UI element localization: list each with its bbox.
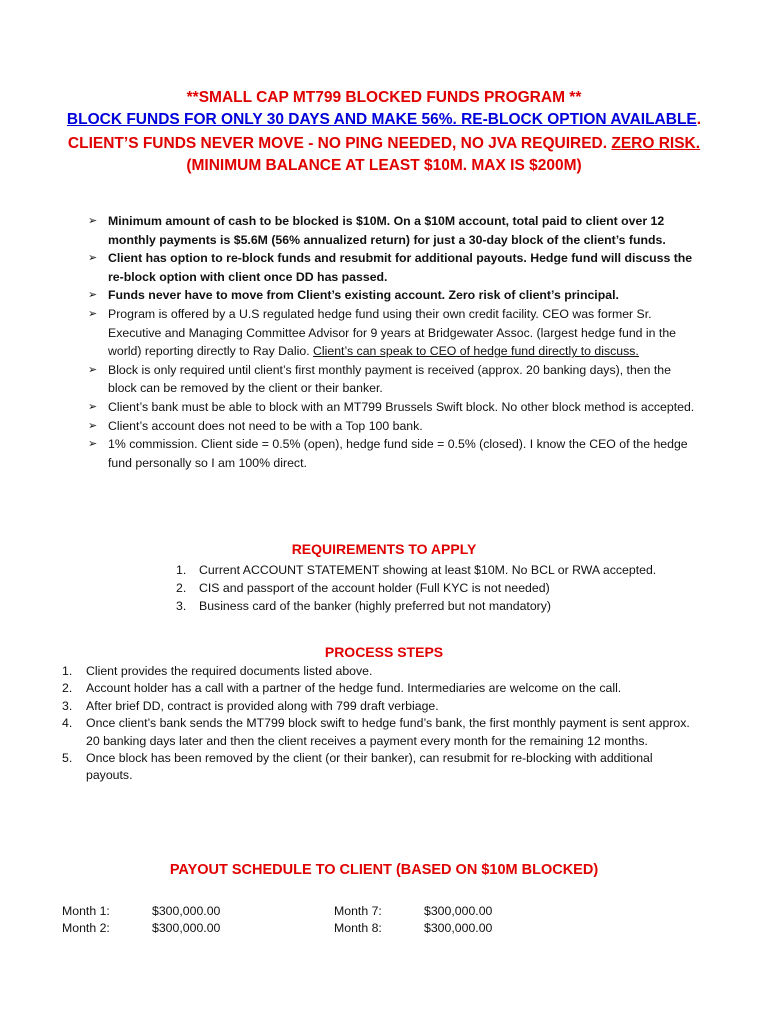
- payout-amount: $300,000.00: [424, 921, 493, 935]
- bullet-text: 1% commission. Client side = 0.5% (open), hedge fund side = 0.5% (closed). I know the CEO of the hedge fund personally so I am 100% direct.: [108, 437, 688, 470]
- headline-zero-risk: ZERO RISK.: [611, 135, 701, 152]
- bullet-item: [88, 361, 700, 398]
- bullet-underlined-text: Client’s can speak to CEO of hedge fund directly to discuss.: [313, 344, 639, 359]
- headline-funds-text: CLIENT’S FUNDS NEVER MOVE - NO PING NEEDED, NO JVA REQUIRED.: [67, 135, 612, 152]
- program-bullet-list: [88, 212, 700, 472]
- payout-row: [62, 903, 220, 920]
- process-heading: PROCESS STEPS: [324, 644, 444, 660]
- process-step-text: Once client’s bank sends the MT799 block swift to hedge fund’s bank, the first monthly payment is sent approx. 20 banking days later and then the client receives a payment every month for the remaining 12 months.: [86, 716, 690, 748]
- bullet-item: [88, 212, 700, 249]
- headline-block-funds: [0, 108, 768, 132]
- payout-row: [334, 920, 492, 937]
- process-step-text: Account holder has a call with a partner of the hedge fund. Intermediaries are welcome on the call.: [86, 681, 622, 696]
- process-step: [62, 663, 698, 680]
- requirement-text: Current ACCOUNT STATEMENT showing at least $10M. No BCL or RWA accepted.: [199, 563, 657, 577]
- bullet-text: Funds never have to move from Client’s existing account. Zero risk of client’s principal.: [108, 288, 619, 303]
- bullet-text: Program is offered by a U.S regulated hedge fund using their own credit facility. CEO was former Sr. Executive and Managing Committee Advisor for 9 years at Bridgewater Assoc. (largest hedge fund in the world) reporting directly to Ray Dalio.: [108, 306, 677, 359]
- arrow-bullet-icon: ➢: [88, 307, 98, 320]
- bullet-text: Client’s bank must be able to block with an MT799 Brussels Swift block. No other block method is accepted.: [108, 399, 695, 414]
- program-title: [0, 86, 768, 110]
- item-number: 2.: [176, 581, 187, 595]
- requirements-list: [176, 561, 696, 615]
- payout-heading: PAYOUT SCHEDULE TO CLIENT (BASED ON $10M BLOCKED): [169, 862, 599, 878]
- requirement-item: [176, 561, 696, 579]
- bullet-item: [88, 398, 700, 417]
- bullet-text: Client has option to re-block funds and resubmit for additional payouts. Hedge fund will discuss the re-block option with client once DD has passed.: [108, 251, 693, 284]
- requirement-item: [176, 579, 696, 597]
- process-step: [62, 698, 698, 715]
- payout-month: Month 2:: [62, 921, 110, 935]
- process-step-text: Once block has been removed by the client (or their banker), can resubmit for re-blocking with additional payouts.: [86, 751, 653, 783]
- requirement-text: Business card of the banker (highly preferred but not mandatory): [199, 599, 552, 613]
- item-number: 1.: [176, 563, 187, 577]
- payout-month: Month 1:: [62, 904, 110, 918]
- headline-minimum-balance: [0, 154, 768, 178]
- arrow-bullet-icon: ➢: [88, 400, 98, 413]
- bullet-item: [88, 435, 700, 472]
- arrow-bullet-icon: ➢: [88, 215, 98, 227]
- bullet-item: [88, 286, 700, 305]
- bullet-text: Client’s account does not need to be with a Top 100 bank.: [108, 418, 423, 433]
- process-step: [62, 680, 698, 697]
- payout-amount: $300,000.00: [152, 921, 221, 935]
- bullet-text: Minimum amount of cash to be blocked is $10M. On a $10M account, total paid to client over 12 monthly payments is $5.6M (56% annualized return) for just a 30-day block of the client’s funds.: [108, 214, 666, 247]
- payout-row: [334, 903, 492, 920]
- process-step: [62, 750, 698, 785]
- bullet-item: [88, 249, 700, 286]
- process-step: [62, 715, 698, 750]
- headline-minimum-text: (MINIMUM BALANCE AT LEAST $10M. MAX IS $200M): [186, 157, 582, 174]
- arrow-bullet-icon: ➢: [88, 419, 98, 432]
- arrow-bullet-icon: ➢: [88, 252, 98, 265]
- requirements-heading: REQUIREMENTS TO APPLY: [291, 541, 477, 557]
- process-step-text: After brief DD, contract is provided along with 799 draft verbiage.: [86, 698, 439, 713]
- item-number: 3.: [176, 599, 187, 613]
- process-step-text: Client provides the required documents listed above.: [86, 664, 373, 678]
- arrow-bullet-icon: ➢: [88, 289, 98, 302]
- headline-period: .: [696, 111, 702, 128]
- requirement-item: [176, 597, 696, 615]
- payout-row: [62, 920, 220, 937]
- payout-amount: $300,000.00: [152, 904, 221, 918]
- item-number: 3.: [62, 698, 73, 713]
- headline-link[interactable]: BLOCK FUNDS FOR ONLY 30 DAYS AND MAKE 56%. RE-BLOCK OPTION AVAILABLE: [66, 111, 697, 128]
- item-number: 1.: [62, 664, 73, 678]
- headline-funds-never-move: [0, 132, 768, 156]
- arrow-bullet-icon: ➢: [88, 363, 98, 376]
- item-number: 5.: [62, 751, 73, 766]
- requirement-text: CIS and passport of the account holder (Full KYC is not needed): [199, 581, 550, 595]
- payout-amount: $300,000.00: [424, 904, 493, 918]
- item-number: 2.: [62, 681, 73, 696]
- payout-month: Month 7:: [334, 904, 382, 918]
- arrow-bullet-icon: ➢: [88, 438, 98, 451]
- bullet-item: [88, 305, 700, 361]
- process-steps-list: [62, 663, 698, 785]
- bullet-text: Block is only required until client’s first monthly payment is received (approx. 20 banking days), then the block can be removed by the client or their banker.: [108, 362, 671, 396]
- bullet-item: [88, 417, 700, 436]
- payout-month: Month 8:: [334, 921, 382, 935]
- program-title-text: **SMALL CAP MT799 BLOCKED FUNDS PROGRAM **: [186, 89, 582, 106]
- item-number: 4.: [62, 716, 73, 731]
